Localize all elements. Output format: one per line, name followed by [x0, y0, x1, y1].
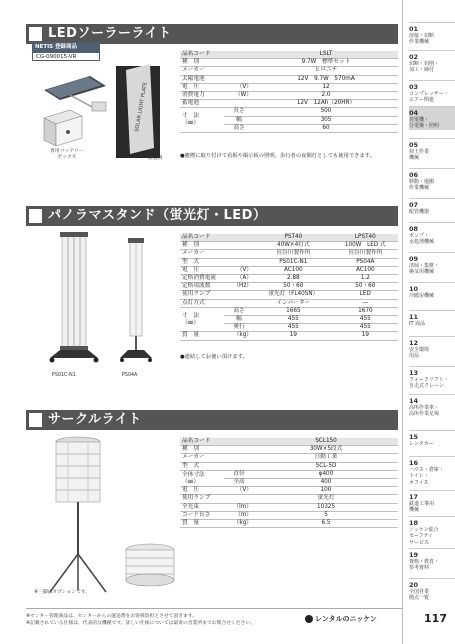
table-cell: 5: [254, 511, 398, 519]
table-row: [180, 234, 398, 242]
table-cell: 40W×4灯式: [254, 242, 333, 250]
table-cell: 質 量: [180, 332, 224, 340]
sidebar-item-number: 04: [409, 109, 419, 117]
table-row: [180, 438, 398, 446]
table-cell: [224, 75, 254, 83]
sidebar-item-number: 01: [409, 25, 419, 33]
table-cell: （A）: [224, 275, 254, 283]
table-cell: メーカー: [180, 250, 224, 258]
sidebar-item-number: 14: [409, 397, 419, 405]
table-cell: （m）: [224, 511, 254, 519]
sidebar-item-label: 資格・教育・ 参考資料: [409, 559, 440, 572]
table-cell: 50・60: [254, 283, 333, 291]
table-cell: 全光束: [180, 503, 224, 511]
table-cell: メーカー: [180, 67, 224, 75]
chapter-sidebar: [402, 0, 455, 644]
sidebar-item-label: 冷暖房機械: [409, 293, 435, 299]
table-row: [180, 520, 398, 528]
table-cell: 305: [254, 116, 398, 124]
table-row: [180, 454, 398, 462]
table-cell: 長さ: [224, 108, 254, 116]
sidebar-item-number: 16: [409, 459, 419, 467]
panel-text: SOLAR LIGHT PLATE: [134, 81, 149, 133]
table-cell: （V）: [224, 266, 254, 274]
brand-mark-icon: [305, 615, 313, 623]
sidebar-item-number: 09: [409, 255, 419, 263]
table-cell: 質 量: [180, 520, 224, 528]
table-row: [180, 299, 398, 307]
spec-table-solar: [180, 51, 398, 133]
sidebar-item-number: 20: [409, 581, 419, 589]
table-cell: 6.5: [254, 520, 398, 528]
brand-logo: [305, 614, 377, 624]
table-row: [180, 495, 398, 503]
table-cell: PST40: [254, 234, 333, 242]
sidebar-item-label: 高所作業車・ 高所作業足場: [409, 405, 440, 418]
table-cell: LPST40: [333, 234, 398, 242]
table-row: [180, 503, 398, 511]
table-cell: 高さ: [224, 307, 254, 315]
table-row: [180, 92, 398, 100]
note-solar: ●慶標に取り付けて看板や掲示板の照明、歩行者の夜間灯としても使用できます。: [180, 153, 375, 159]
page-number: 117: [424, 612, 447, 625]
table-cell: 蓄電池: [180, 100, 224, 108]
table-cell: （V）: [224, 487, 254, 495]
section-header-solar: [26, 24, 398, 44]
sidebar-item-label: 切断・切削・ 加工・締付: [409, 61, 440, 74]
sidebar-item-12[interactable]: [409, 336, 455, 360]
table-row: [180, 51, 398, 59]
sidebar-item-label: 清掃・集塵・ 換気用機械: [409, 263, 440, 276]
caption-tripod: ※三脚はオプションです。: [34, 590, 90, 595]
table-cell: 455: [333, 316, 398, 324]
table-cell: 定格周波数: [180, 283, 224, 291]
sidebar-item-label: フォークリフト・ 自走式クレーン: [409, 377, 449, 390]
table-row: [180, 100, 398, 108]
sidebar-item-label: IT 商品: [409, 321, 426, 327]
table-cell: 19: [333, 332, 398, 340]
table-row: [180, 307, 398, 315]
table-row: [180, 275, 398, 283]
header-square-icon: [29, 27, 42, 41]
header-square-icon: [29, 413, 42, 427]
table-cell: 1670: [333, 307, 398, 315]
table-row: [180, 258, 398, 266]
sidebar-item-number: 05: [409, 141, 419, 149]
table-cell: 品名コード: [180, 51, 224, 59]
sidebar-item-number: 06: [409, 171, 419, 179]
sidebar-item-label: 荷上作業 機械: [409, 149, 430, 162]
sidebar-item-06[interactable]: [409, 168, 455, 192]
sidebar-item-label: 配管機器: [409, 209, 430, 215]
sidebar-item-19[interactable]: [409, 548, 455, 572]
table-cell: 寸 法 （㎜）: [180, 108, 224, 133]
table-row: [180, 332, 398, 340]
table-cell: [224, 250, 254, 258]
table-cell: PS04A: [333, 258, 398, 266]
table-cell: 12V 9.7W 570mA: [254, 75, 398, 83]
table-cell: SCL-5D: [254, 462, 398, 470]
table-cell: 定格消費電流: [180, 275, 224, 283]
section-title: サークルライト: [48, 412, 142, 427]
section-header-circle: [26, 410, 398, 430]
table-cell: 長谷川製作所: [254, 250, 333, 258]
sidebar-item-08[interactable]: [409, 222, 455, 246]
netis-code: CG-090015-VR: [32, 52, 100, 61]
table-cell: ヒロニチ: [254, 67, 398, 75]
table-cell: 太陽電池: [180, 75, 224, 83]
sidebar-item-01[interactable]: [409, 22, 455, 46]
sidebar-item-03[interactable]: [409, 80, 455, 104]
caption-panorama-left: PS01C-N1: [52, 373, 76, 378]
table-cell: 455: [254, 324, 333, 332]
table-cell: 使用ランプ: [180, 495, 224, 503]
table-cell: 奥行: [224, 324, 254, 332]
table-cell: ―: [333, 299, 398, 307]
table-cell: 使用ランプ: [180, 291, 224, 299]
section-title: LEDソーラーライト: [48, 26, 172, 41]
sidebar-item-17[interactable]: [409, 490, 455, 514]
header-square-icon: [29, 209, 42, 223]
sidebar-item-number: 03: [409, 83, 419, 91]
table-cell: 幅: [224, 116, 254, 124]
sidebar-item-number: 18: [409, 519, 419, 527]
table-cell: 100: [254, 487, 398, 495]
table-cell: [224, 299, 254, 307]
sidebar-item-15[interactable]: [409, 430, 455, 447]
sidebar-item-number: 02: [409, 53, 419, 61]
table-cell: AC100: [333, 266, 398, 274]
table-cell: [224, 59, 254, 67]
sidebar-item-number: 17: [409, 493, 419, 501]
table-cell: SCL150: [254, 438, 398, 446]
sidebar-item-label: 全国営業 拠点一覧: [409, 589, 430, 602]
table-cell: 幅: [224, 316, 254, 324]
table-cell: 点灯方式: [180, 299, 224, 307]
table-cell: [224, 242, 254, 250]
table-cell: 1.2: [333, 275, 398, 283]
table-cell: 電 圧: [180, 266, 224, 274]
sidebar-item-18[interactable]: [409, 516, 455, 546]
table-cell: 型 式: [180, 258, 224, 266]
table-cell: 種 別: [180, 242, 224, 250]
table-row: [180, 446, 398, 454]
table-cell: 蛍光灯（FL40SN）: [254, 291, 333, 299]
note-panorama: ●連結してお使い頂けます。: [180, 354, 248, 360]
table-cell: LED: [333, 291, 398, 299]
table-cell: 電 圧: [180, 487, 224, 495]
table-cell: 1665: [254, 307, 333, 315]
caption-panorama-right: PS04A: [122, 373, 138, 378]
table-cell: 10325: [254, 503, 398, 511]
table-cell: 型 式: [180, 462, 224, 470]
sidebar-item-number: 11: [409, 313, 419, 321]
sidebar-item-number: 07: [409, 201, 419, 209]
sidebar-item-14[interactable]: [409, 394, 455, 418]
solar-light-image: [30, 62, 178, 162]
sidebar-item-label: レンタカー: [409, 441, 434, 447]
table-cell: （kg）: [224, 332, 254, 340]
spec-table-panorama: [180, 234, 398, 341]
footer-note-1: ※センター管理商品は、センターからの運送費をお客様負担とさせて頂きます。: [26, 614, 198, 619]
sidebar-item-10[interactable]: [409, 282, 455, 299]
table-row: [180, 75, 398, 83]
spec-table-circle: [180, 438, 398, 528]
table-cell: 12: [254, 83, 398, 91]
footer-note-2: ※記載されている仕様は、代表的な機種です。詳しい仕様については最寄の営業所までお問合せください。: [26, 621, 255, 626]
table-cell: [224, 495, 254, 503]
sidebar-item-label: 鉄道工事用 機械: [409, 501, 435, 514]
table-cell: 電 圧: [180, 83, 224, 91]
sidebar-item-number: 19: [409, 551, 419, 559]
table-cell: 直径: [224, 470, 254, 478]
sidebar-item-number: 10: [409, 285, 419, 293]
sidebar-item-04[interactable]: [409, 106, 455, 130]
sidebar-item-label: ニッケン総合 セーフティ サービス: [409, 527, 439, 546]
section-title: パノラマスタンド（蛍光灯・LED）: [48, 208, 267, 223]
sidebar-item-label: 安全環境 用品: [409, 347, 430, 360]
sidebar-item-07[interactable]: [409, 198, 455, 215]
table-cell: インバーター: [254, 299, 333, 307]
table-cell: （lm）: [224, 503, 254, 511]
panorama-stand-image: [40, 232, 170, 372]
table-cell: （W）: [224, 92, 254, 100]
table-row: [180, 511, 398, 519]
sidebar-item-16[interactable]: [409, 456, 455, 486]
table-cell: （kg）: [224, 520, 254, 528]
table-cell: [224, 291, 254, 299]
table-cell: 455: [333, 324, 398, 332]
sidebar-item-13[interactable]: [409, 366, 455, 390]
table-cell: 500: [254, 108, 398, 116]
table-cell: 長谷川製作所: [333, 250, 398, 258]
sidebar-item-11[interactable]: [409, 310, 455, 327]
table-cell: 種 別: [180, 446, 224, 454]
table-cell: AC100: [254, 266, 333, 274]
sidebar-item-label: 発電機・ 分電盤・照明: [409, 117, 440, 130]
table-row: [180, 67, 398, 75]
table-row: [180, 462, 398, 470]
table-row: [180, 108, 398, 116]
table-row: [180, 283, 398, 291]
table-cell: 蛍光灯: [254, 495, 398, 503]
table-cell: [224, 446, 254, 454]
sidebar-item-05[interactable]: [409, 138, 455, 162]
table-row: [180, 470, 398, 478]
table-cell: LSLT: [254, 51, 398, 59]
sidebar-item-label: ハウス・倉庫・ トイレ・ オフィス: [409, 467, 444, 486]
table-cell: 全高: [224, 479, 254, 487]
table-cell: 寸 法 （㎜）: [180, 307, 224, 332]
sidebar-item-20[interactable]: [409, 578, 455, 602]
table-row: [180, 291, 398, 299]
table-cell: PS01C-N1: [254, 258, 333, 266]
table-cell: 9.7W 標準セット: [254, 59, 398, 67]
table-cell: （V）: [224, 83, 254, 91]
table-cell: 品名コード: [180, 234, 224, 242]
table-cell: 消費電力: [180, 92, 224, 100]
circle-light-image: [28, 434, 176, 598]
sidebar-item-number: 13: [409, 369, 419, 377]
table-cell: [224, 51, 254, 59]
brand-name: レンタルのニッケン: [315, 615, 377, 623]
table-row: [180, 59, 398, 67]
table-cell: コード長さ: [180, 511, 224, 519]
table-row: [180, 266, 398, 274]
table-cell: [224, 258, 254, 266]
table-cell: 60: [254, 124, 398, 132]
table-cell: 50・60: [333, 283, 398, 291]
table-cell: [224, 100, 254, 108]
caption-battery: 専用バッテリー ボックス: [50, 149, 84, 160]
sidebar-item-label: 溶接・切断 作業機械: [409, 33, 435, 46]
sidebar-item-label: コンプレッサー・ エアー関連: [409, 91, 449, 104]
table-cell: [224, 438, 254, 446]
table-cell: 100W LED 式: [333, 242, 398, 250]
table-cell: 12V 12Ah（20HR）: [254, 100, 398, 108]
table-cell: 30W×5段式: [254, 446, 398, 454]
sidebar-item-number: 15: [409, 433, 419, 441]
footer-divider: [26, 608, 402, 609]
table-row: [180, 250, 398, 258]
table-cell: [224, 67, 254, 75]
table-cell: メーカー: [180, 454, 224, 462]
sidebar-item-number: 08: [409, 225, 419, 233]
table-cell: 19: [254, 332, 333, 340]
table-cell: [224, 454, 254, 462]
section-header-panorama: [26, 206, 398, 226]
sidebar-item-09[interactable]: [409, 252, 455, 276]
sidebar-item-label: ポンプ・ 水処理機械: [409, 233, 435, 246]
table-cell: φ400: [254, 470, 398, 478]
table-cell: 455: [254, 316, 333, 324]
sidebar-item-number: 12: [409, 339, 419, 347]
table-cell: 2.0: [254, 92, 398, 100]
sidebar-item-label: 移動・運搬 作業機械: [409, 179, 435, 192]
table-cell: [224, 462, 254, 470]
caption-install: 設置例: [148, 156, 163, 161]
table-cell: 400: [254, 479, 398, 487]
table-row: [180, 242, 398, 250]
table-cell: 高さ: [224, 124, 254, 132]
table-row: [180, 83, 398, 91]
table-cell: 種 別: [180, 59, 224, 67]
table-row: [180, 487, 398, 495]
table-cell: 日動工業: [254, 454, 398, 462]
table-cell: （Hz）: [224, 283, 254, 291]
table-cell: 品名コード: [180, 438, 224, 446]
table-cell: 全体寸法 （㎜）: [180, 470, 224, 486]
netis-badge: NETIS 登録商品: [32, 42, 100, 52]
table-cell: [224, 234, 254, 242]
table-cell: 2.88: [254, 275, 333, 283]
sidebar-item-02[interactable]: [409, 50, 455, 74]
